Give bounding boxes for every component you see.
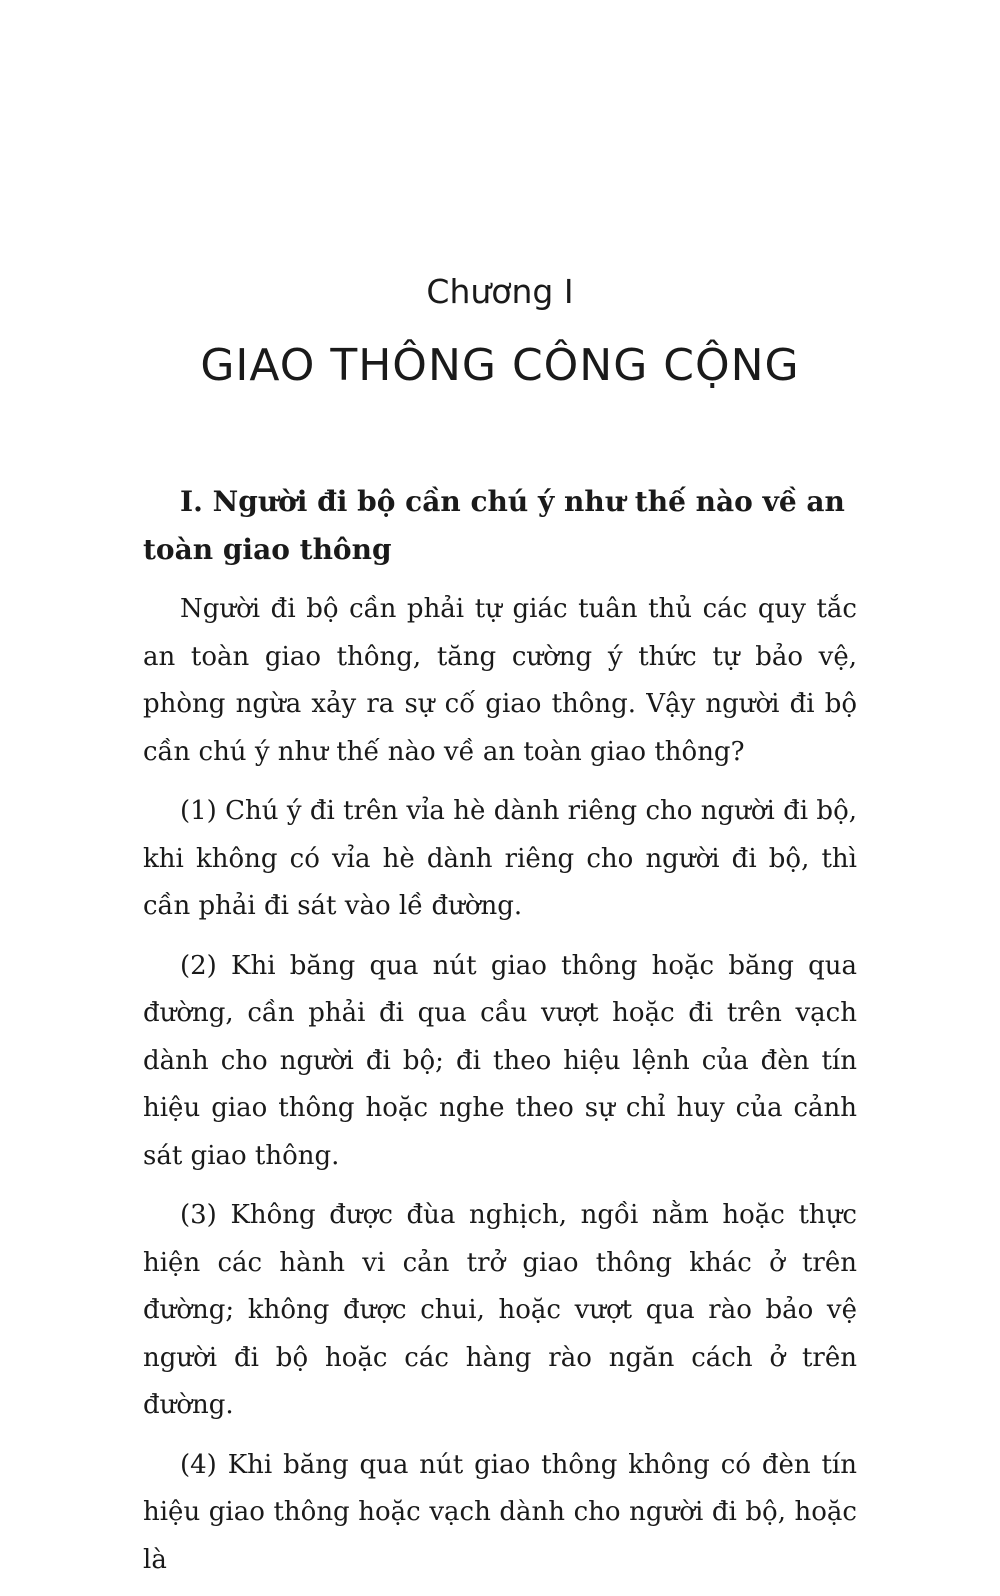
paragraph-item-3: (3) Không được đùa nghịch, ngồi nằm hoặc thực hiện các hành vi cản trở giao thông khác ở trên đường; không được chui, hoặc vượt qua rào bảo vệ người đi bộ hoặc các hàng rào ngăn cách ở trên đường.: [143, 1200, 857, 1420]
paragraph-intro: Người đi bộ cần phải tự giác tuân thủ các quy tắc an toàn giao thông, tăng cường ý thức tự bảo vệ, phòng ngừa xảy ra sự cố giao thông. Vậy người đi bộ cần chú ý như thế nào về an toàn giao thông?: [143, 594, 857, 767]
paragraph-item-4: (4) Khi băng qua nút giao thông không có đèn tín hiệu giao thông hoặc vạch dành cho người đi bộ, hoặc là: [143, 1449, 857, 1575]
chapter-label: Chương I: [426, 272, 574, 311]
page-body: [143, 478, 857, 1596]
chapter-title: GIAO THÔNG CÔNG CỘNG: [200, 340, 800, 391]
section-heading: I. Người đi bộ cần chú ý như thế nào về an toàn giao thông: [143, 485, 845, 566]
paragraph-item-1: (1) Chú ý đi trên vỉa hè dành riêng cho người đi bộ, khi không có vỉa hè dành riêng cho người đi bộ, thì cần phải đi sát vào lề đường.: [143, 796, 857, 921]
paragraph-item-2: (2) Khi băng qua nút giao thông hoặc băng qua đường, cần phải đi qua cầu vượt hoặc đi trên vạch dành cho người đi bộ; đi theo hiệu lệnh của đèn tín hiệu giao thông hoặc nghe theo sự chỉ huy của cảnh sát giao thông.: [143, 950, 857, 1171]
